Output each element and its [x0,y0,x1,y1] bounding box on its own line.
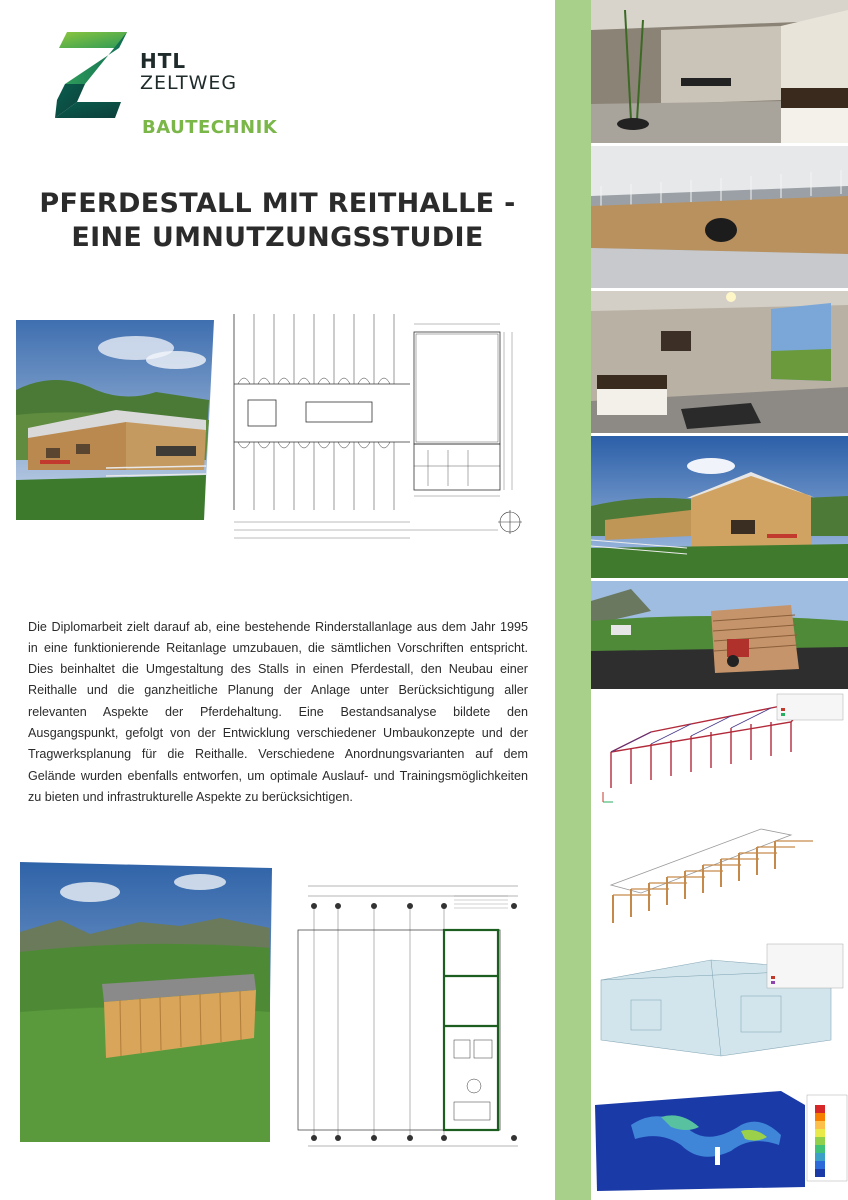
concrete-building-model [591,940,848,1065]
poster-title [0,187,555,255]
poster-title-line1: PFERDESTALL MIT REITHALLE - [39,188,516,219]
poster-title-line2: EINE UMNUTZUNGSSTUDIE [71,222,484,253]
office-lounge-render [591,291,848,433]
riding-hall-floor-plan [278,876,540,1158]
school-name-line2: ZELTWEG [140,72,238,94]
school-name-line1: HTL [140,49,187,73]
stable-exterior-render [16,320,214,520]
green-side-stripe [555,0,591,1200]
riding-hall-render [20,862,272,1142]
stable-floor-plan [228,300,538,552]
interior-kitchen-render [591,0,848,143]
htl-zeltweg-logo [55,32,127,118]
department-label: BAUTECHNIK [142,117,278,138]
visualization-column [591,0,848,1200]
machine-shelter-render [591,581,848,689]
stable-aisle-render [591,146,848,288]
timber-frame-model [591,815,848,930]
stable-exterior-render-2 [591,436,848,578]
abstract-text: Die Diplomarbeit zielt darauf ab, eine bestehende Rinderstallanlage aus dem Jahr 1995 in eine funktionierende Reitanlage umzubauen, die sämtlichen Vorschriften entspricht. Dies beinhaltet die Umgestaltung des Stalls in einen Pferdestall, den Neubau einer Reithalle und die ganzheitliche Planung der Anlage unter Berücksichtigung aller relevanten Aspekte der Pferdehaltung. Eine Bestandsanalyse bildete den Ausgangspunkt, gefolgt von der Entwicklung verschiedener Umbaukonzepte und der Tragwerksplanung für die Reithalle. Verschiedene Anordnungsvarianten auf dem Gelände wurden ebenfalls entworfen, um optimale Auslauf- und Trainingsmöglichkeiten zu bieten und infrastrukturelle Aspekte zu berücksichtigen. [28,619,528,804]
steel-frame-model [591,692,848,812]
school-name [140,50,237,94]
fem-stress-contour [591,1075,848,1200]
